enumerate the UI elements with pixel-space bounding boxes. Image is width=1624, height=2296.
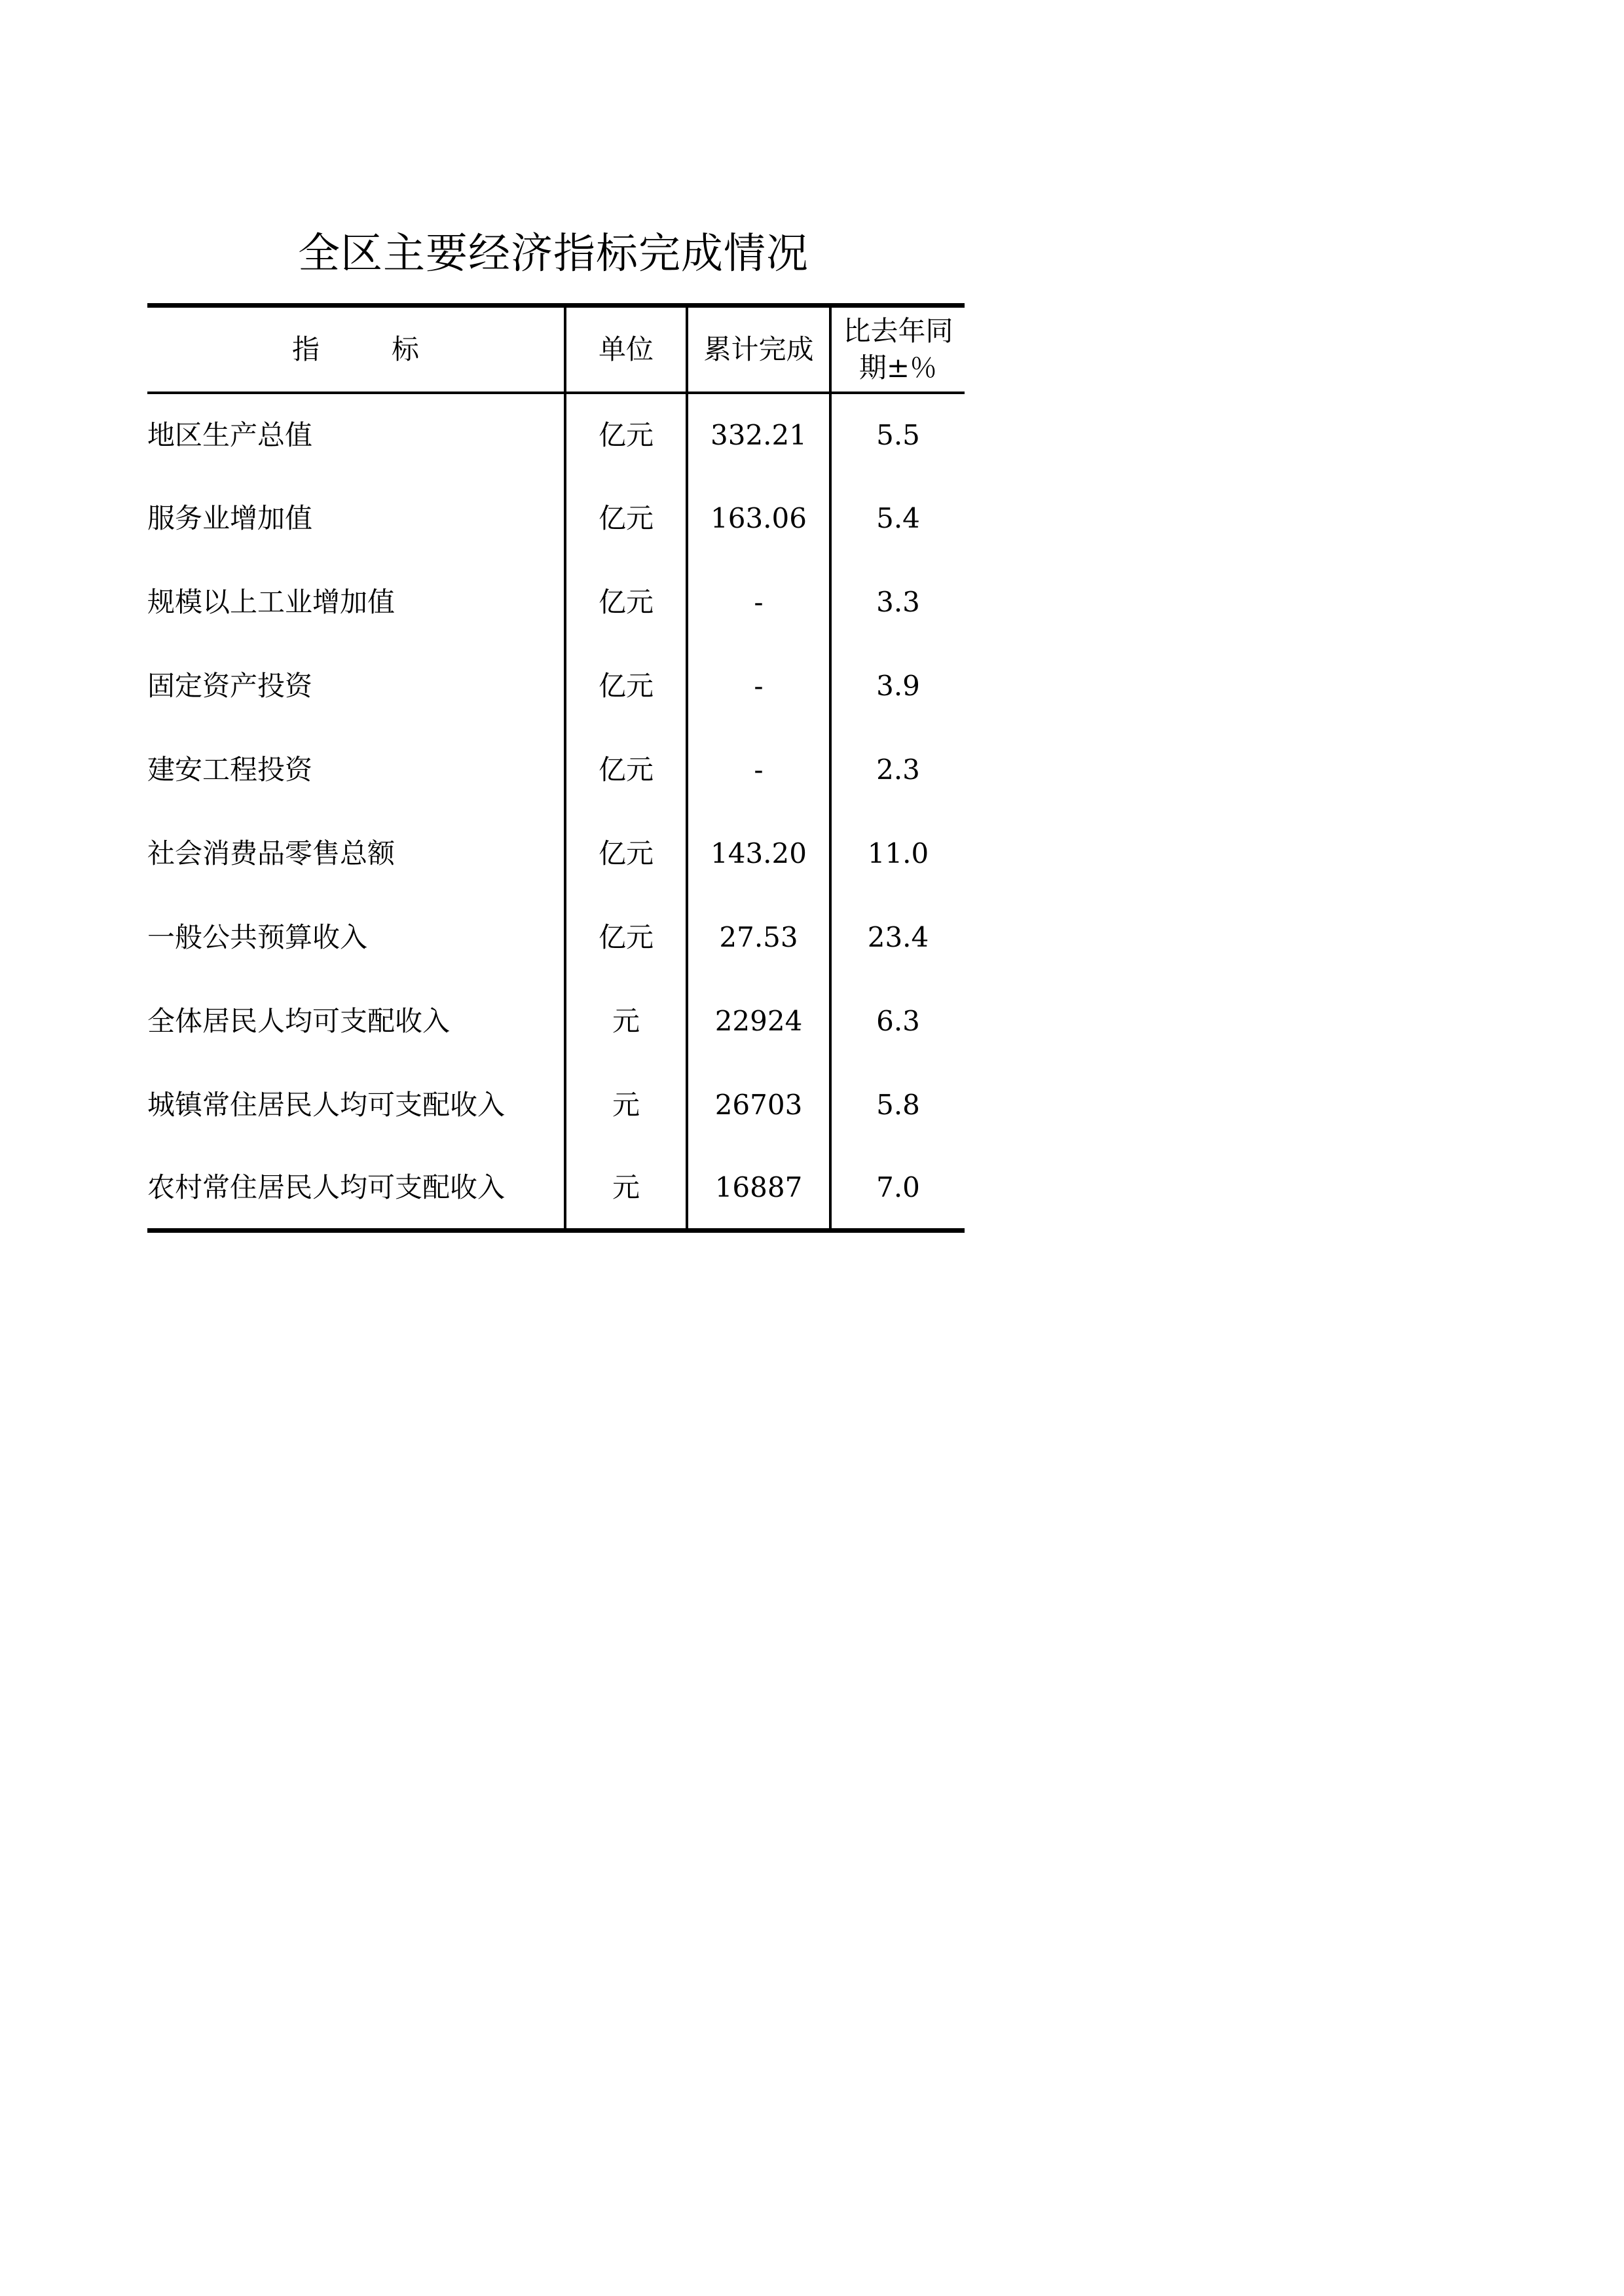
table-row [147, 644, 965, 728]
indicator-total: - [687, 644, 830, 728]
table-row [147, 896, 965, 979]
header-indicator-part2: 标 [392, 333, 420, 365]
table-body [147, 393, 965, 1231]
table-row [147, 812, 965, 896]
indicator-unit: 亿元 [565, 896, 687, 979]
indicator-name: 社会消费品零售总额 [147, 812, 565, 896]
indicator-yoy: 7.0 [830, 1147, 965, 1231]
indicator-total: 16887 [687, 1147, 830, 1231]
indicator-total: 22924 [687, 979, 830, 1063]
indicator-name: 地区生产总值 [147, 393, 565, 477]
indicator-total: 27.53 [687, 896, 830, 979]
indicator-unit: 亿元 [565, 812, 687, 896]
table-row [147, 1063, 965, 1147]
header-yoy-line1: 比去年同 [843, 314, 953, 347]
indicator-unit: 元 [565, 1147, 687, 1231]
indicator-unit: 亿元 [565, 728, 687, 812]
indicator-yoy: 5.4 [876, 501, 920, 534]
header-indicator-part1: 指 [291, 333, 320, 365]
header-unit: 单位 [565, 306, 687, 393]
indicator-name: 一般公共预算收入 [147, 896, 565, 979]
indicator-name: 农村常住居民人均可支配收入 [147, 1147, 565, 1231]
indicator-unit: 亿元 [565, 560, 687, 644]
indicator-total: 26703 [687, 1063, 830, 1147]
table-row [147, 560, 965, 644]
table-row [147, 1147, 965, 1231]
page-title: 全区主要经济指标完成情况 [298, 230, 809, 278]
table-row [147, 979, 965, 1063]
indicator-unit: 元 [565, 979, 687, 1063]
indicator-yoy: 2.3 [876, 753, 920, 786]
indicator-name: 全体居民人均可支配收入 [147, 979, 565, 1063]
header-row [147, 306, 965, 393]
indicator-unit: 亿元 [565, 477, 687, 560]
indicator-yoy: 3.9 [876, 669, 920, 702]
table-row [147, 728, 965, 812]
indicator-total: 332.21 [687, 393, 830, 477]
header-yoy-line2: 期±％ [858, 351, 938, 384]
indicator-yoy: 5.5 [876, 418, 920, 451]
header-cumulative: 累计完成 [687, 306, 830, 393]
indicator-yoy: 11.0 [867, 837, 929, 869]
table-row [147, 393, 965, 477]
header-yoy [830, 306, 965, 393]
table-header [147, 306, 965, 393]
indicator-name: 城镇常住居民人均可支配收入 [147, 1063, 565, 1147]
indicator-yoy: 3.3 [876, 585, 920, 618]
header-indicator [147, 306, 565, 393]
indicator-unit: 元 [565, 1063, 687, 1147]
indicator-unit: 亿元 [565, 644, 687, 728]
indicator-name: 建安工程投资 [147, 728, 565, 812]
indicators-table [147, 303, 965, 1233]
indicator-total: - [687, 560, 830, 644]
indicator-total: 163.06 [687, 477, 830, 560]
indicator-yoy: 23.4 [867, 920, 929, 953]
indicator-total: - [687, 728, 830, 812]
indicator-total: 143.20 [687, 812, 830, 896]
indicator-unit: 亿元 [565, 393, 687, 477]
indicator-yoy: 6.3 [876, 1004, 920, 1037]
indicator-name: 固定资产投资 [147, 644, 565, 728]
indicator-name: 服务业增加值 [147, 477, 565, 560]
table-row [147, 477, 965, 560]
indicator-yoy: 5.8 [876, 1088, 920, 1121]
indicator-name: 规模以上工业增加值 [147, 560, 565, 644]
